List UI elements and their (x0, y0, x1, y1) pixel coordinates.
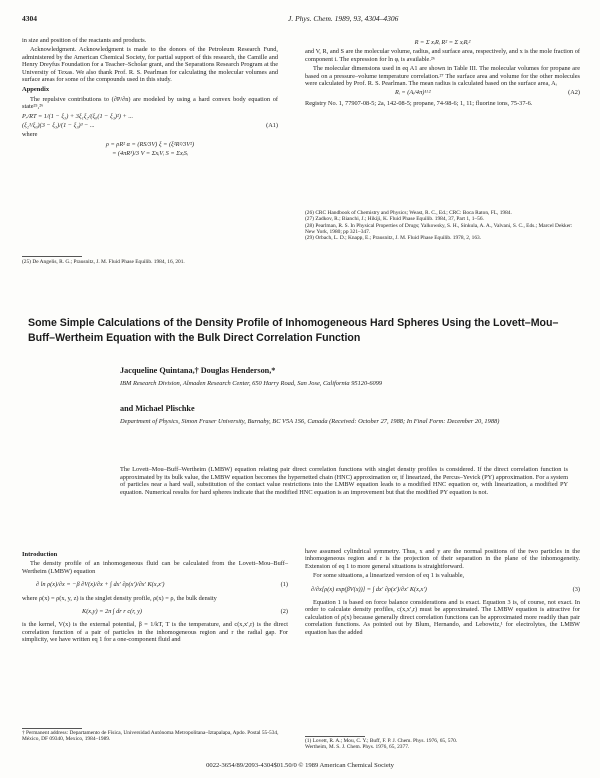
right-paragraph-3: Equation 1 is based on force balance considerations and is exact. Equation 3 is, of course, not exact. In order to calculate density profiles, c(x,x′,r) must be approximated. The LMBW equation is attractive for calculation of ρ(x) because generally direct correlation functions can be approximated more readily than pair correlation functions. As pointed out by Blum, Hernando, and Lebowitz,¹ for electrolytes, the LMBW equation has the added (305, 599, 580, 636)
authors-secondary: and Michael Plischke (120, 404, 195, 413)
reference-item: (28) Pearlman, R. S. In Physical Properties of Drugs; Yalkowsky, S. H., Sinkula, A. A., Valvani, S. C., Eds.; Marcel Dekker: New York, 1980; pp 321–347. (305, 222, 573, 235)
registry-numbers: Registry No. 1, 77907-08-5; 2a, 142-08-5; propane, 74-98-6; 1, 11; fluorine ions, 75-37-6. (305, 99, 533, 107)
equation-a1 (22, 113, 278, 120)
authors-primary: Jacqueline Quintana,† Douglas Henderson,* (120, 366, 276, 375)
equation-a2 (305, 89, 580, 96)
prev-right-text-1: and V, R, and S are the molecular volume, radius, and surface area, respectively, and x is the mole fraction of component i. The expression for ln φᵢ is available.²⁶ (305, 48, 580, 63)
reference-item: (26) CRC Handbook of Chemistry and Physics; Weast, R. C., Ed.; CRC: Boca Raton, FL, 1984. (305, 210, 512, 216)
intro-paragraph-3: is the kernel, V(x) is the external potential, β = 1/kT, T is the temperature, and c(x,x′,r) is the direct correlation function of a pair of particles in the inhomogeneous region and r the radial gap. For simplicity, we have written eq 1 for a one-component fluid and (22, 621, 288, 644)
prev-references (305, 210, 580, 241)
equation-2-number: (2) (280, 608, 288, 616)
affiliation-ibm: IBM Research Division, Almaden Research Center, 650 Harry Road, San Jose, California 95120-6099 (120, 380, 383, 387)
article-right-column (305, 548, 580, 638)
article-title: Some Simple Calculations of the Density Profile of Inhomogeneous Hard Spheres Using the Lovett–Mou–Buff–Wertheim Equation with the Bulk Direct Correlation Function (28, 317, 559, 344)
acknowledgment: Acknowledgment. Acknowledgment is made to the donors of the Petroleum Research Fund, administered by the American Chemical Society, for partial support of this research, the Camille and Henry Dreyfus Foundation for a Teacher–Scholar grant, and the Separations Research Program at the University of Texas. We also thank Prof. R. S. Pearlman for calculating the molecular volumes and surface areas for some of the compounds used in this study. (22, 46, 278, 84)
introduction-heading: Introduction (22, 551, 58, 558)
copyright-footer: 0022-3654/89/2093-4304$01.50/0 © 1989 American Chemical Society (206, 762, 394, 769)
prev-footnote: (25) De Angelis, R. G.; Prausnitz, J. M. Fluid Phase Equilib. 1984, 16, 201. (22, 259, 185, 265)
equation-a2-body: Rᵢ = (Aᵢ/4π)¹ᴸ² (395, 89, 431, 97)
appendix-text: The repulsive contributions to (∂P/∂n) are modeled by using a hard convex body equation of state²⁵,²⁶ (22, 95, 278, 111)
radius-formula: R = Σ xᵢRᵢ R² = Σ xᵢRᵢ² (414, 39, 471, 46)
author-footnote: † Permanent address: Departamento de Física, Universidad Autónoma Metropolitana–Iztapalapa, Apdo. Postal 55-534, México, DF 09340, Mexico, 1984–1989. (22, 730, 279, 743)
prev-article-right-column (305, 37, 580, 109)
footnote-rule (22, 256, 82, 257)
where-label: where (22, 131, 38, 139)
reference-item: (29) Orbach, L. D.; Knapp, E.; Prausnitz, J. M. Fluid Phase Equilib. 1978, 2, 163. (305, 235, 482, 242)
intro-paragraph-1: The density profile of an inhomogeneous fluid can be calculated from the Lovett–Mou–Buff–Wertheim (LMBW) equation (22, 560, 288, 575)
reference-item: (1) Lovett, R. A.; Mou, C. Y.; Buff, F. P. J. Chem. Phys. 1976, 65, 570. (305, 738, 458, 744)
equation-3 (305, 586, 580, 593)
abstract: The Lovett–Mou–Buff–Wertheim (LMBW) equation relating pair direct correlation functions with singlet density profiles is considered. If the direct correlation function is approximated by its bulk value, the LMBW equation becomes the hypernetted chain (HNC) approximation or, if linearized, the Percus–Yevick (PY) approximation. For a system of particles near a hard wall, substitution of the contact value restrictions into the LMBW equation leads to a modified HNC equation or, with linearization, a modified PY equation. Numerical results for hard spheres indicate that the modified HNC equation is an improvement but that the modified PY equation is not. (120, 466, 568, 496)
equation-3-body: ∂/∂x[ρ(x) exp(βV(x))] = ∫ dx′ ∂ρ(x′)/∂x′ K(x,x′) (311, 585, 427, 593)
reference-item: (27) Zadkov, R.; Bianchi, J.; Hikiji, K. Fluid Phase Equilib. 1984, 37, Part 1, 1–56. (305, 216, 484, 223)
equation-1-number: (1) (280, 581, 288, 589)
article-references (305, 738, 580, 751)
page-number: 4304 (22, 14, 37, 23)
reference-rule (305, 736, 365, 737)
equation-3-number: (3) (572, 585, 580, 593)
right-paragraph-1: have assumed cylindrical symmetry. Thus, x and y are the normal positions of the two particles in the inhomogeneous region and r is the projection of their separation in the plane of the inhomogeneity. Extension of eq 1 to more general situations is straightforward. (305, 548, 580, 570)
reference-item: Wertheim, M. S. J. Chem. Phys. 1976, 65, 2377. (305, 744, 410, 751)
equation-2 (22, 608, 288, 615)
equation-a1-line2: (ξ₂³/ξ₀)(3 − ξ₃)/(1 − ξ₃)³ − ... (22, 122, 95, 130)
equation-a2-number: (A2) (568, 89, 580, 97)
prev-article-left-column (22, 37, 278, 160)
right-paragraph-2: For some situations, a linearized version of eq 1 is valuable, (313, 572, 465, 580)
appendix-heading: Appendix (22, 86, 50, 94)
equation-a1-line1: Pᵣ/RT = 1/(1 − ξ₃) + 3ξ₁ξ₂/(ξ₀(1 − ξ₃)²) + ... (22, 112, 134, 120)
equation-a1-row2 (22, 122, 278, 129)
footnote-rule (22, 728, 82, 729)
equation-a1-number: (A1) (266, 122, 278, 130)
equation-definitions-1: ρ = ρR² α = (RS/3V) ξ = (ξ²R²/3V²) (105, 140, 195, 148)
equation-2-body: K(x,y) = 2π ∫ dr r c(r, y) (82, 608, 143, 616)
prev-right-text-2: The molecular dimensions used in eq A1 are shown in Table III. The molecular volumes for propane are based on a pressure–volume temperature correlation.²⁷ The surface area and volume for the other molecules were calculated by Prof. R. S. Pearlman. The mean radius is calculated based on the surface area, Aᵢ (305, 65, 580, 88)
equation-1 (22, 581, 288, 588)
prev-paragraph: in size and position of the reactants and products. (22, 37, 147, 44)
equation-definitions-2: = (4πR³)/3 V = ΣxᵢVᵢ S = ΣxᵢSᵢ (112, 150, 188, 158)
equation-1-body: ∂ ln ρ(x)/∂x = −β ∂V(x)/∂x + ∫ dx′ ∂ρ(x′)/∂x′ K(x,x′) (36, 581, 165, 589)
article-left-column (22, 548, 288, 646)
intro-paragraph-2: where ρ(x) = ρ(x, y, z) is the singlet density profile, ρ(x) = ρ, the bulk density (22, 594, 217, 602)
affiliation-sfu: Department of Physics, Simon Fraser University, Burnaby, BC V5A 1S6, Canada (Received: October 27, 1988; In Final Form: December 20, 1988) (120, 418, 500, 425)
journal-header: J. Phys. Chem. 1989, 93, 4304–4306 (288, 14, 399, 23)
